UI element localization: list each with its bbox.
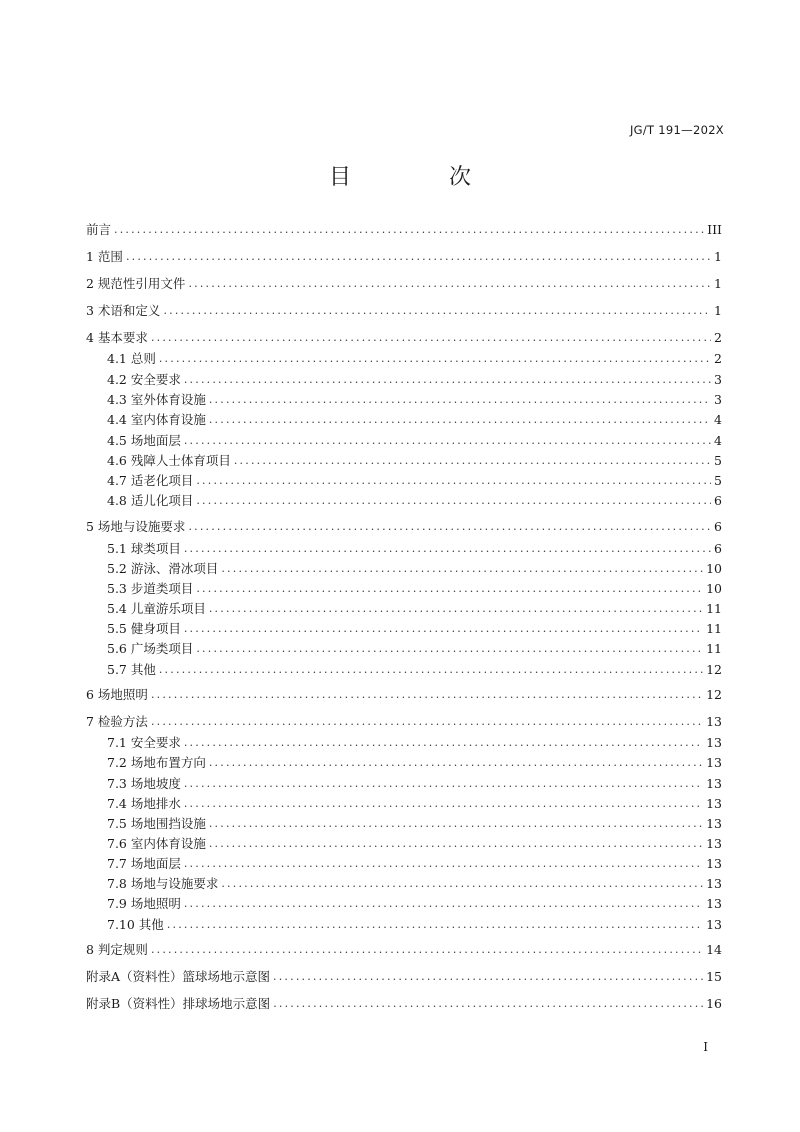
page-title: 目 次 — [328, 165, 509, 190]
dot-leader — [184, 373, 711, 386]
toc-entry-7-6[interactable] — [107, 833, 722, 853]
toc-entry-page: 13 — [706, 895, 722, 911]
dot-leader — [184, 736, 703, 749]
toc-entry-label: 5.7 其他 — [107, 662, 156, 677]
dot-leader — [234, 454, 711, 467]
toc-entry-appendix-b[interactable] — [86, 993, 722, 1013]
toc-entry-page: 11 — [706, 600, 722, 616]
toc-entry-2[interactable] — [86, 273, 722, 293]
toc-entry-page: 13 — [706, 795, 722, 811]
toc-entry-5-4[interactable] — [107, 598, 722, 618]
toc-entry-page: 13 — [706, 855, 722, 871]
toc-entry-label: 7.7 场地面层 — [107, 856, 181, 871]
toc-entry-1[interactable] — [86, 246, 722, 266]
toc-entry-5-2[interactable] — [107, 558, 722, 578]
dot-leader — [221, 877, 703, 890]
toc-entry-7-2[interactable] — [107, 752, 722, 772]
toc-entry-label: 5.1 球类项目 — [107, 541, 181, 556]
dot-leader — [184, 434, 711, 447]
toc-entry-page: 15 — [706, 968, 722, 984]
toc-entry-4-2[interactable] — [107, 369, 722, 389]
dot-leader — [159, 352, 711, 365]
toc-entry-page: 1 — [714, 302, 722, 318]
toc-entry-label: 4.4 室内体育设施 — [107, 412, 206, 427]
toc-entry-5-6[interactable] — [107, 638, 722, 658]
toc-entry-foreword[interactable] — [86, 219, 722, 239]
toc-entry-label: 3 术语和定义 — [86, 303, 161, 318]
toc-entry-page: 11 — [706, 640, 722, 656]
toc-entry-4-3[interactable] — [107, 389, 722, 409]
toc-entry-page: 13 — [706, 754, 722, 770]
toc-entry-label: 7.8 场地与设施要求 — [107, 876, 219, 891]
toc-entry-4[interactable] — [86, 327, 722, 347]
dot-leader — [188, 277, 711, 290]
dot-leader — [184, 897, 703, 910]
dot-leader — [184, 857, 703, 870]
toc-entry-label: 5.2 游泳、滑冰项目 — [107, 561, 219, 576]
dot-leader — [126, 250, 711, 263]
toc-entry-label: 5.4 儿童游乐项目 — [107, 601, 206, 616]
toc-entry-page: 1 — [714, 248, 722, 264]
toc-entry-page: 5 — [714, 452, 722, 468]
dot-leader — [209, 602, 703, 615]
toc-entry-7-3[interactable] — [107, 773, 722, 793]
dot-leader — [163, 304, 711, 317]
toc-entry-page: 13 — [706, 734, 722, 750]
toc-entry-5-7[interactable] — [107, 659, 722, 679]
toc-entry-page: 11 — [706, 620, 722, 636]
toc-entry-4-6[interactable] — [107, 450, 722, 470]
dot-leader — [196, 642, 703, 655]
dot-leader — [184, 542, 711, 555]
toc-entry-page: 13 — [706, 916, 722, 932]
toc-entry-page: 10 — [706, 580, 722, 596]
toc-entry-page: 4 — [714, 411, 722, 427]
toc-entry-4-4[interactable] — [107, 409, 722, 429]
toc-entry-label: 4.7 适老化项目 — [107, 473, 194, 488]
toc-entry-page: 6 — [714, 492, 722, 508]
toc-entry-label: 4.5 场地面层 — [107, 433, 181, 448]
page-number: I — [703, 1040, 708, 1054]
toc-entry-page: 4 — [714, 432, 722, 448]
toc-entry-label: 7.9 场地照明 — [107, 896, 181, 911]
dot-leader — [151, 715, 703, 728]
toc-entry-4-5[interactable] — [107, 430, 722, 450]
dot-leader — [167, 918, 703, 931]
toc-entry-label: 5.6 广场类项目 — [107, 641, 194, 656]
toc-entry-label: 4.8 适儿化项目 — [107, 493, 194, 508]
toc-entry-label: 附录B（资料性）排球场地示意图 — [86, 996, 271, 1011]
dot-leader — [188, 520, 711, 533]
toc-entry-7[interactable] — [86, 711, 722, 731]
toc-entry-page: 3 — [714, 391, 722, 407]
toc-entry-label: 7.10 其他 — [107, 917, 164, 932]
toc-entry-page: 13 — [706, 775, 722, 791]
toc-entry-label: 7.4 场地排水 — [107, 796, 181, 811]
dot-leader — [221, 562, 703, 575]
toc-entry-page: 13 — [706, 815, 722, 831]
toc-entry-page: 2 — [714, 329, 722, 345]
dot-leader — [209, 756, 703, 769]
toc-entry-5-1[interactable] — [107, 538, 722, 558]
dot-leader — [151, 331, 711, 344]
toc-entry-page: 6 — [714, 540, 722, 556]
toc-entry-page: 13 — [706, 875, 722, 891]
toc-entry-label: 5 场地与设施要求 — [86, 519, 186, 534]
toc-entry-label: 4.3 室外体育设施 — [107, 392, 206, 407]
toc-entry-label: 7.2 场地布置方向 — [107, 755, 206, 770]
toc-entry-8[interactable] — [86, 939, 722, 959]
toc-entry-page: 6 — [714, 518, 722, 534]
toc-entry-label: 7.6 室内体育设施 — [107, 836, 206, 851]
dot-leader — [196, 582, 703, 595]
toc-entry-label: 7.3 场地坡度 — [107, 776, 181, 791]
toc-entry-7-8[interactable] — [107, 873, 722, 893]
toc-entry-label: 附录A（资料性）篮球场地示意图 — [86, 969, 271, 984]
dot-leader — [114, 223, 704, 236]
dot-leader — [196, 474, 711, 487]
toc-entry-label: 1 范围 — [86, 249, 123, 264]
dot-leader — [151, 688, 703, 701]
toc-entry-label: 5.3 步道类项目 — [107, 581, 194, 596]
standard-code: JG/T 191—202X — [629, 123, 724, 137]
toc-entry-page: 12 — [706, 686, 722, 702]
toc-entry-5-3[interactable] — [107, 578, 722, 598]
toc-entry-label: 2 规范性引用文件 — [86, 276, 186, 291]
toc-entry-3[interactable] — [86, 300, 722, 320]
dot-leader — [273, 997, 703, 1010]
toc-entry-4-1[interactable] — [107, 348, 722, 368]
dot-leader — [184, 797, 703, 810]
toc-entry-label: 4.6 残障人士体育项目 — [107, 453, 231, 468]
toc-entry-7-7[interactable] — [107, 853, 722, 873]
toc-entry-label: 7.5 场地围挡设施 — [107, 816, 206, 831]
toc-entry-7-9[interactable] — [107, 893, 722, 913]
toc-entry-7-10[interactable] — [107, 914, 722, 934]
dot-leader — [209, 393, 711, 406]
toc-entry-5-5[interactable] — [107, 618, 722, 638]
toc-entry-page: 10 — [706, 560, 722, 576]
toc-entry-page: 2 — [714, 350, 722, 366]
toc-entry-page: 1 — [714, 275, 722, 291]
toc-entry-label: 7 检验方法 — [86, 714, 148, 729]
dot-leader — [209, 413, 711, 426]
dot-leader — [159, 663, 703, 676]
toc-entry-7-4[interactable] — [107, 793, 722, 813]
toc-entry-label: 8 判定规则 — [86, 942, 148, 957]
toc-entry-label: 4.1 总则 — [107, 351, 156, 366]
dot-leader — [184, 777, 703, 790]
toc-entry-page: 13 — [706, 835, 722, 851]
dot-leader — [151, 943, 703, 956]
toc-entry-page: 13 — [706, 713, 722, 729]
toc-entry-7-1[interactable] — [107, 732, 722, 752]
dot-leader — [209, 837, 703, 850]
toc-entry-4-8[interactable] — [107, 490, 722, 510]
toc-entry-page: 5 — [714, 472, 722, 488]
toc-entry-label: 7.1 安全要求 — [107, 735, 181, 750]
toc-entry-page: 3 — [714, 371, 722, 387]
toc-entry-6[interactable] — [86, 684, 722, 704]
toc-entry-page: III — [707, 221, 722, 237]
dot-leader — [196, 494, 711, 507]
toc-entry-page: 12 — [706, 661, 722, 677]
toc-entry-page: 16 — [706, 995, 722, 1011]
toc-entry-7-5[interactable] — [107, 813, 722, 833]
toc-entry-label: 前言 — [86, 222, 112, 237]
toc-entry-label: 6 场地照明 — [86, 687, 148, 702]
dot-leader — [209, 817, 703, 830]
toc-entry-label: 4 基本要求 — [86, 330, 148, 345]
dot-leader — [184, 622, 703, 635]
toc-entry-page: 14 — [706, 941, 722, 957]
toc-entry-label: 4.2 安全要求 — [107, 372, 181, 387]
toc-entry-5[interactable] — [86, 516, 722, 536]
toc-entry-appendix-a[interactable] — [86, 966, 722, 986]
dot-leader — [273, 970, 703, 983]
toc-entry-4-7[interactable] — [107, 470, 722, 490]
toc-entry-label: 5.5 健身项目 — [107, 621, 181, 636]
